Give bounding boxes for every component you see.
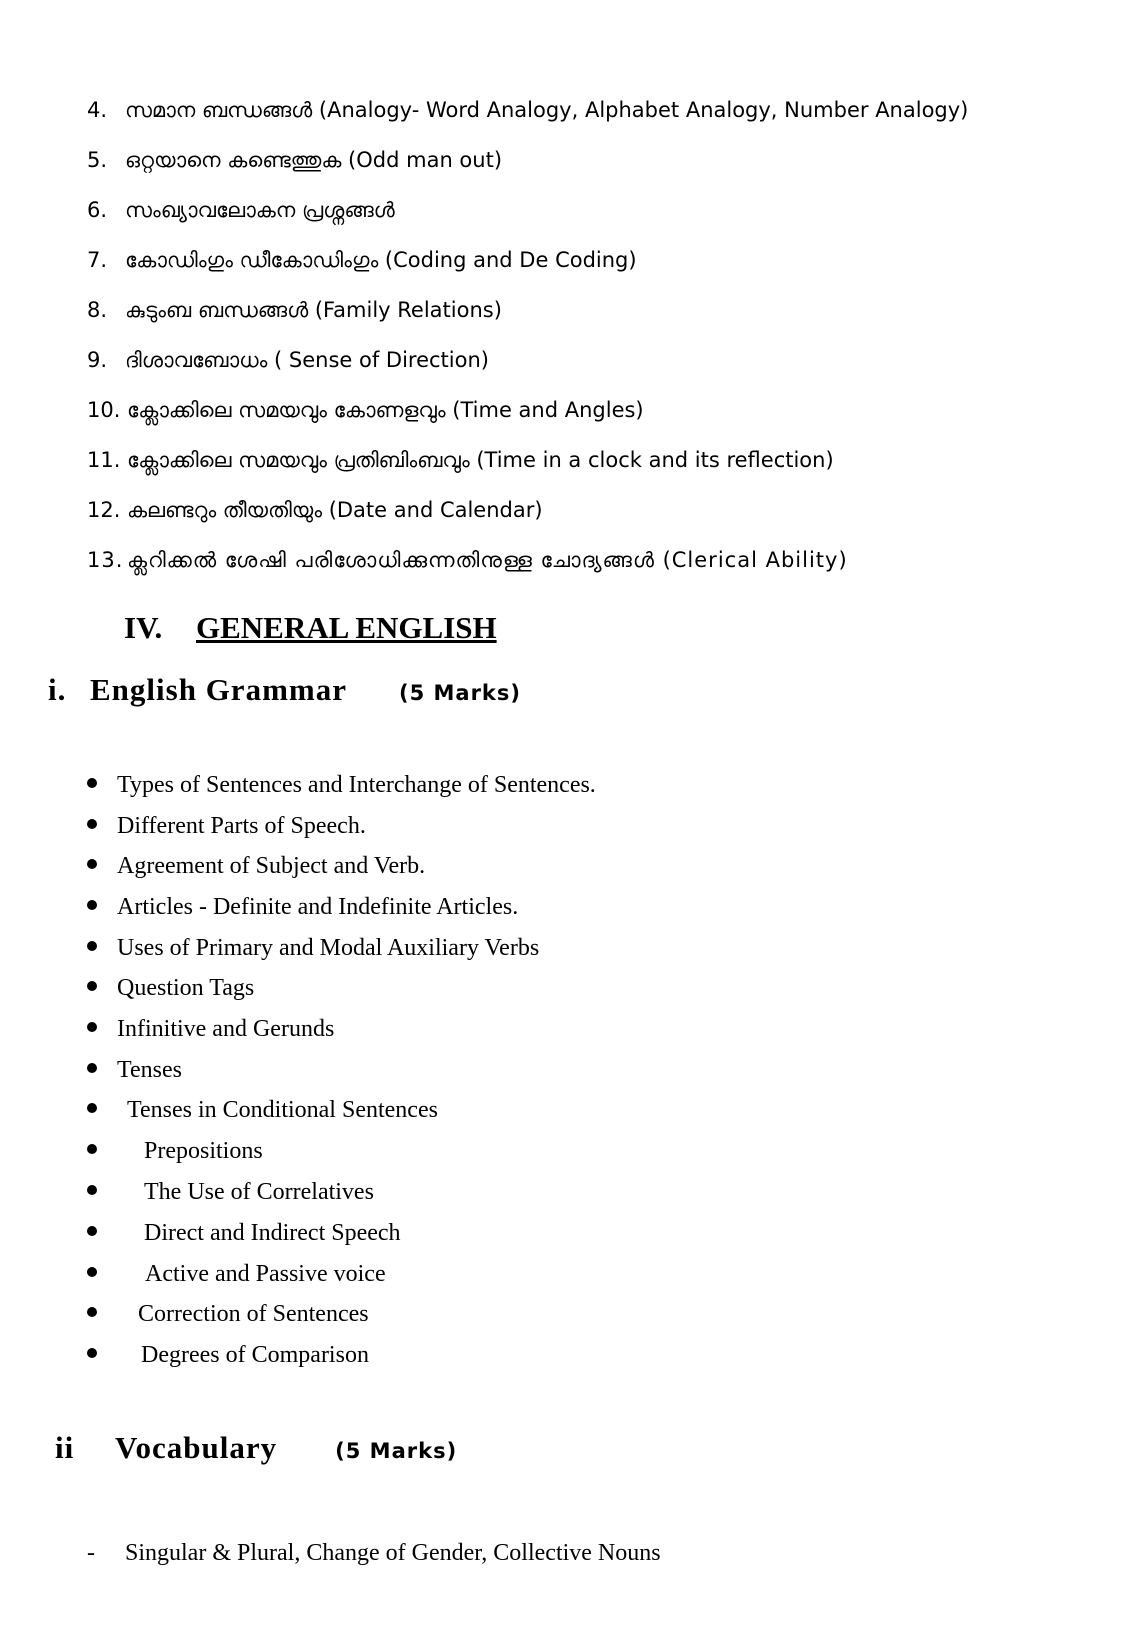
item-number: 7.: [87, 248, 108, 272]
item-text: Prepositions: [144, 1138, 263, 1164]
list-item: [87, 770, 596, 800]
bullet-icon: [87, 1063, 97, 1073]
item-number: 12.: [87, 498, 121, 522]
bullet-icon: [87, 1185, 97, 1195]
list-item: [87, 1177, 374, 1207]
item-text: ക്ലറിക്കൽ ശേഷി പരിശോധിക്കുന്നതിനുള്ള ചോദ്യങ്ങൾ (Clerical Ability): [127, 548, 848, 572]
list-item: [87, 1218, 401, 1248]
bullet-icon: [87, 1226, 97, 1236]
item-text: Types of Sentences and Interchange of Sentences.: [117, 772, 596, 798]
list-item: [87, 1095, 438, 1125]
bullet-icon: [87, 941, 97, 951]
list-item: [87, 933, 539, 963]
item-text: കുടുംബ ബന്ധങ്ങൾ (Family Relations): [125, 298, 502, 322]
item-text: ക്ലോക്കിലെ സമയവും കോണളവും (Time and Angles): [127, 398, 644, 422]
item-number: 9.: [87, 348, 108, 372]
list-item: [87, 1259, 386, 1289]
item-number: 8.: [87, 298, 108, 322]
list-item: [87, 446, 834, 474]
item-text: Degrees of Comparison: [141, 1342, 369, 1368]
bullet-icon: [87, 859, 97, 869]
item-text: ക്ലോക്കിലെ സമയവും പ്രതിബിംബവും (Time in a clock and its reflection): [127, 448, 834, 472]
item-number: 13.: [87, 548, 124, 572]
bullet-icon: [87, 900, 97, 910]
item-text: ഒറ്റയാനെ കണ്ടെത്തുക (Odd man out): [125, 148, 503, 172]
list-item: [87, 196, 395, 224]
vocabulary-heading: [55, 1430, 457, 1466]
section-number: IV.: [124, 610, 163, 645]
item-text: The Use of Correlatives: [144, 1179, 374, 1205]
list-item: [87, 246, 637, 274]
bullet-icon: [87, 1103, 97, 1113]
bullet-icon: [87, 1144, 97, 1154]
bullet-icon: [87, 981, 97, 991]
item-number: 10.: [87, 398, 121, 422]
list-item: [87, 892, 518, 922]
item-number: 6.: [87, 198, 108, 222]
list-item: [87, 1299, 369, 1329]
vocabulary-title: Vocabulary: [115, 1430, 278, 1465]
bullet-icon: [87, 1022, 97, 1032]
item-text: Question Tags: [117, 975, 255, 1001]
list-item: [87, 1540, 661, 1567]
section-title: GENERAL ENGLISH: [196, 610, 497, 645]
grammar-marks: (5 Marks): [398, 681, 521, 705]
item-text: Different Parts of Speech.: [117, 813, 366, 839]
bullet-icon: [87, 778, 97, 788]
list-item: [87, 811, 366, 841]
item-text: Infinitive and Gerunds: [117, 1016, 335, 1042]
vocabulary-label: ii: [55, 1430, 75, 1465]
list-item: [87, 851, 425, 881]
section-heading: [124, 610, 497, 646]
list-item: [87, 1014, 334, 1044]
bullet-icon: [87, 1348, 97, 1358]
list-item: [87, 96, 968, 124]
list-item: [87, 1055, 182, 1085]
item-text: സംഖ്യാവലോകന പ്രശ്നങ്ങൾ: [125, 198, 395, 222]
list-item: [87, 346, 489, 374]
item-number: 4.: [87, 98, 108, 122]
item-number: 5.: [87, 148, 108, 172]
item-text: Tenses: [117, 1057, 182, 1083]
item-text: കലണ്ടറും തീയതിയും (Date and Calendar): [127, 498, 543, 522]
item-text: Uses of Primary and Modal Auxiliary Verbs: [117, 935, 540, 961]
list-item: [87, 973, 254, 1003]
list-item: [87, 396, 644, 424]
item-number: 11.: [87, 448, 121, 472]
list-item: [87, 296, 502, 324]
item-text: സമാന ബന്ധങ്ങൾ (Analogy- Word Analogy, Alphabet Analogy, Number Analogy): [125, 98, 969, 122]
item-text: Articles - Definite and Indefinite Articles.: [117, 894, 519, 920]
bullet-icon: [87, 1267, 97, 1277]
grammar-label: i.: [48, 672, 67, 707]
item-text: കോഡിംഗും ഡീകോഡിംഗും (Coding and De Coding): [125, 248, 637, 272]
vocabulary-marks: (5 Marks): [335, 1439, 458, 1463]
list-item: [87, 146, 502, 174]
item-text: Tenses in Conditional Sentences: [127, 1097, 438, 1123]
item-text: Singular & Plural, Change of Gender, Collective Nouns: [125, 1540, 661, 1566]
item-text: Agreement of Subject and Verb.: [117, 853, 426, 879]
item-text: Active and Passive voice: [145, 1261, 386, 1287]
list-item: [87, 546, 848, 574]
grammar-title: English Grammar: [90, 672, 347, 707]
item-text: Correction of Sentences: [138, 1301, 369, 1327]
list-item: [87, 496, 543, 524]
bullet-icon: [87, 1307, 97, 1317]
item-text: ദിശാവബോധം ( Sense of Direction): [125, 348, 489, 372]
dash-marker: -: [87, 1540, 95, 1566]
bullet-icon: [87, 819, 97, 829]
list-item: [87, 1340, 369, 1370]
list-item: [87, 1136, 263, 1166]
item-text: Direct and Indirect Speech: [144, 1220, 401, 1246]
grammar-heading: [48, 672, 521, 708]
